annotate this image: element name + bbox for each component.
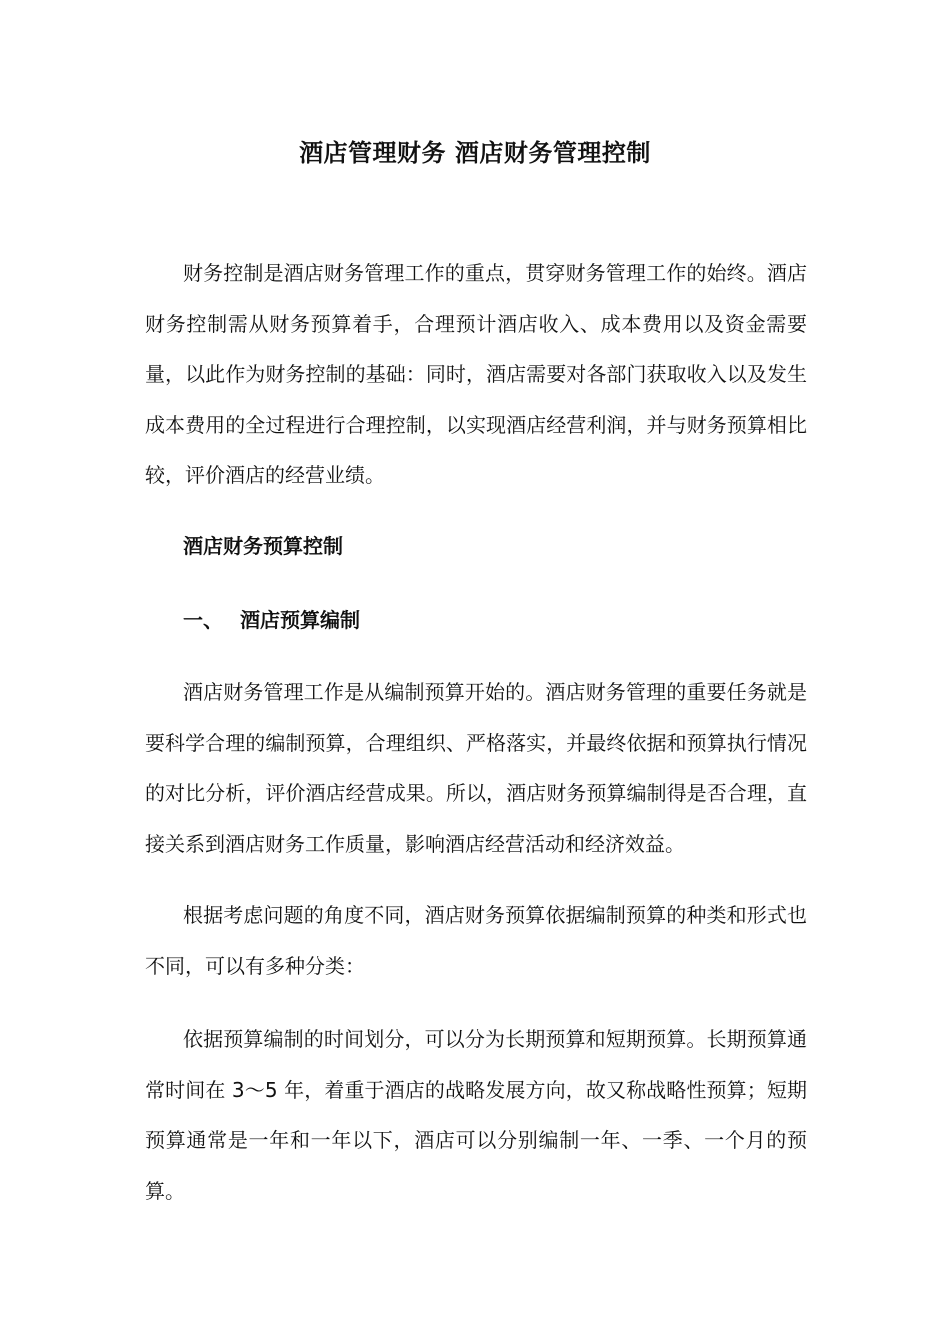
subsection-number: 一、 xyxy=(183,608,223,632)
classification-paragraph: 根据考虑问题的角度不同，酒店财务预算依据编制预算的种类和形式也不同，可以有多种分类： xyxy=(145,903,807,978)
intro-paragraph: 财务控制是酒店财务管理工作的重点，贯穿财务管理工作的始终。酒店财务控制需从财务预算着手，合理预计酒店收入、成本费用以及资金需要量，以此作为财务控制的基础：同时，酒店需要对各部门获取收入以及发生成本费用的全过程进行合理控制，以实现酒店经营利润，并与财务预算相比较，评价酒店的经营业绩。 xyxy=(145,261,807,487)
subsection-heading xyxy=(183,600,360,640)
subsection-label: 酒店预算编制 xyxy=(240,608,360,632)
document-title: 酒店管理财务 酒店财务管理控制 xyxy=(299,139,651,167)
budget-paragraph: 酒店财务管理工作是从编制预算开始的。酒店财务管理的重要任务就是要科学合理的编制预算，合理组织、严格落实，并最终依据和预算执行情况的对比分析，评价酒店经营成果。所以，酒店财务预算编制得是否合理，直接关系到酒店财务工作质量，影响酒店经营活动和经济效益。 xyxy=(145,680,807,856)
time-division-paragraph: 依据预算编制的时间划分，可以分为长期预算和短期预算。长期预算通常时间在 3～5 年，着重于酒店的战略发展方向，故又称战略性预算；短期预算通常是一年和一年以下，酒店可以分别编制一年、一季、一个月的预算。 xyxy=(145,1027,807,1203)
section-heading: 酒店财务预算控制 xyxy=(183,534,343,558)
